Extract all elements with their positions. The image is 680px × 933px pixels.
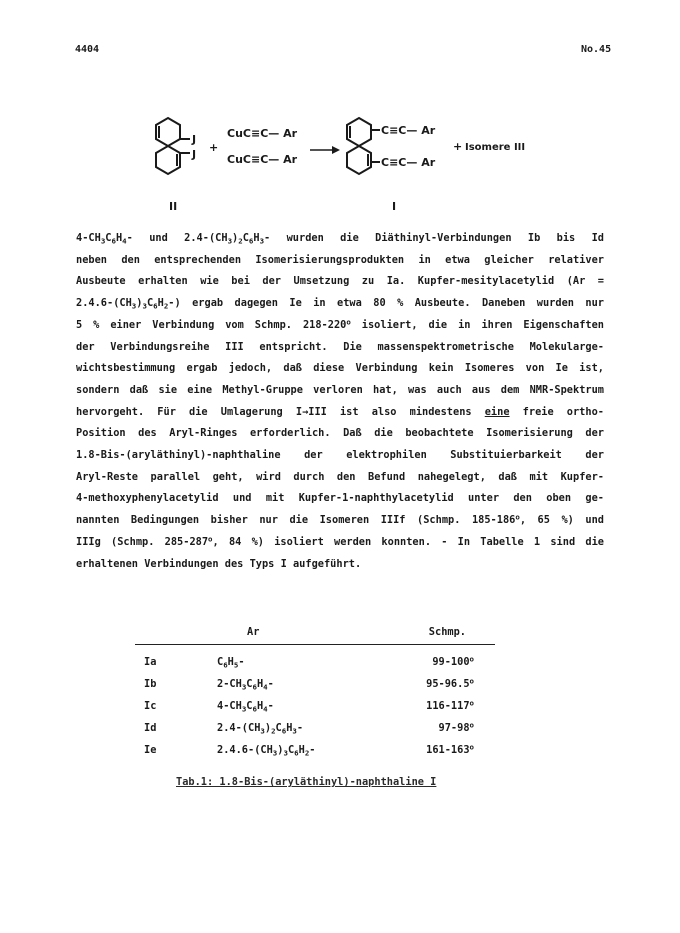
iodine-top-label: J xyxy=(192,133,197,146)
table-caption: Tab.1: 1.8-Bis-(aryläthinyl)-naphthaline I xyxy=(176,776,437,788)
melting-point: 97-98$^o$ xyxy=(438,720,474,734)
diiodonaphthalene-structure xyxy=(156,118,190,174)
col-mp-header: Schmp. xyxy=(428,626,466,638)
text-line: hervorgeht. Für die Umlagerung I→III ist also mindestens eine freie ortho- xyxy=(76,405,604,418)
reagent-top: CuC≡C— Ar xyxy=(227,127,298,140)
table-row xyxy=(135,718,495,740)
compound-id: Ib xyxy=(144,678,157,690)
table-row xyxy=(135,674,495,696)
col-ar-header: Ar xyxy=(247,626,260,638)
iodine-bottom-label: J xyxy=(192,148,197,161)
aryl-formula: $2.4.6-(CH_3)_3C_6H_2-$ xyxy=(217,744,316,758)
text-line: sondern daß sie eine Methyl-Gruppe verloren hat, was auch aus dem NMR-Spektrum xyxy=(76,383,604,396)
melting-point: 99-100$^o$ xyxy=(432,654,474,668)
table-body xyxy=(135,645,495,762)
melting-point: 161-163$^o$ xyxy=(426,742,474,756)
table-row xyxy=(135,652,495,674)
text-line: wichtsbestimmung ergab jedoch, daß diese Verbindung kein Isomeres von Ie ist, xyxy=(76,362,604,375)
plus-sign: + xyxy=(209,141,219,154)
journal-number: No.45 xyxy=(581,44,612,55)
compound-label-II: II xyxy=(169,200,178,213)
dialkynylnaphthalene-structure xyxy=(347,118,380,174)
table-row xyxy=(135,696,495,718)
plus-sign-2: + xyxy=(453,140,463,153)
aryl-formula: $C_6H_5-$ xyxy=(217,656,245,670)
text-line: nannten Bedingungen bisher nur die Isomeren IIIf (Schmp. 185-186$^o$, 65 %) und xyxy=(76,512,604,527)
text-line: erhaltenen Verbindungen des Typs I aufgeführt. xyxy=(76,557,362,570)
aryl-formula: $2.4-(CH_3)_2C_6H_3-$ xyxy=(217,722,304,736)
reaction-scheme xyxy=(140,108,560,218)
table-header xyxy=(135,622,495,645)
text-line: 1.8-Bis-(aryläthinyl)-naphthaline der elektrophilen Substituierbarkeit der xyxy=(76,449,604,462)
table-row xyxy=(135,740,495,762)
text-line: Position des Aryl-Ringes erforderlich. Daß die beobachtete Isomerisierung der xyxy=(76,427,604,440)
isomer-label: Isomere III xyxy=(465,142,526,153)
aryl-formula: $4-CH_3C_6H_4-$ xyxy=(217,700,274,714)
reagent-bottom: CuC≡C— Ar xyxy=(227,153,298,166)
melting-point: 95-96.5$^o$ xyxy=(426,676,474,690)
compound-id: Id xyxy=(144,722,157,734)
text-line: $2.4.6-(CH_3)_3C_6H_2-$) ergab dagegen Ie in etwa 80 % Ausbeute. Daneben wurden nur xyxy=(76,297,604,311)
text-line: neben den entsprechenden Isomerisierungsprodukten in etwa gleicher relativer xyxy=(76,253,604,266)
product-alkyne-top: C≡C— Ar xyxy=(381,124,436,137)
text-line: Ausbeute erhalten wie bei der Umsetzung zu Ia. Kupfer-mesitylacetylid (Ar = xyxy=(76,275,604,288)
text-line: 5 % einer Verbindung vom Schmp. 218-220$^o$ isoliert, die in ihren Eigenschaften xyxy=(76,317,604,331)
text-line: Aryl-Reste parallel geht, wird durch den Befund nahegelegt, daß mit Kupfer- xyxy=(76,470,604,483)
compound-id: Ie xyxy=(144,744,157,756)
melting-point: 116-117$^o$ xyxy=(426,698,474,712)
reaction-arrow xyxy=(310,146,340,154)
text-line: $4-CH_3C_6H_4-$ und $2.4-(CH_3)_2C_6H_3-$ wurden die Diäthinyl-Verbindungen Ib bis Id xyxy=(76,232,605,246)
text-line: IIIg (Schmp. 285-287$^o$, 84 %) isoliert werden konnten. - In Tabelle 1 sind die xyxy=(76,534,604,548)
body-paragraph xyxy=(76,228,604,575)
page-number: 4404 xyxy=(75,44,100,55)
compound-id: Ia xyxy=(144,656,157,668)
compounds-table xyxy=(135,622,495,762)
compound-id: Ic xyxy=(144,700,157,712)
compound-label-I: I xyxy=(392,200,397,213)
text-line: 4-methoxyphenylacetylid und mit Kupfer-1-naphthylacetylid unter den oben ge- xyxy=(76,492,604,505)
aryl-formula: $2-CH_3C_6H_4-$ xyxy=(217,678,274,692)
product-alkyne-bottom: C≡C— Ar xyxy=(381,156,436,169)
text-line: der Verbindungsreihe III entspricht. Die massenspektrometrische Molekularge- xyxy=(76,340,604,353)
